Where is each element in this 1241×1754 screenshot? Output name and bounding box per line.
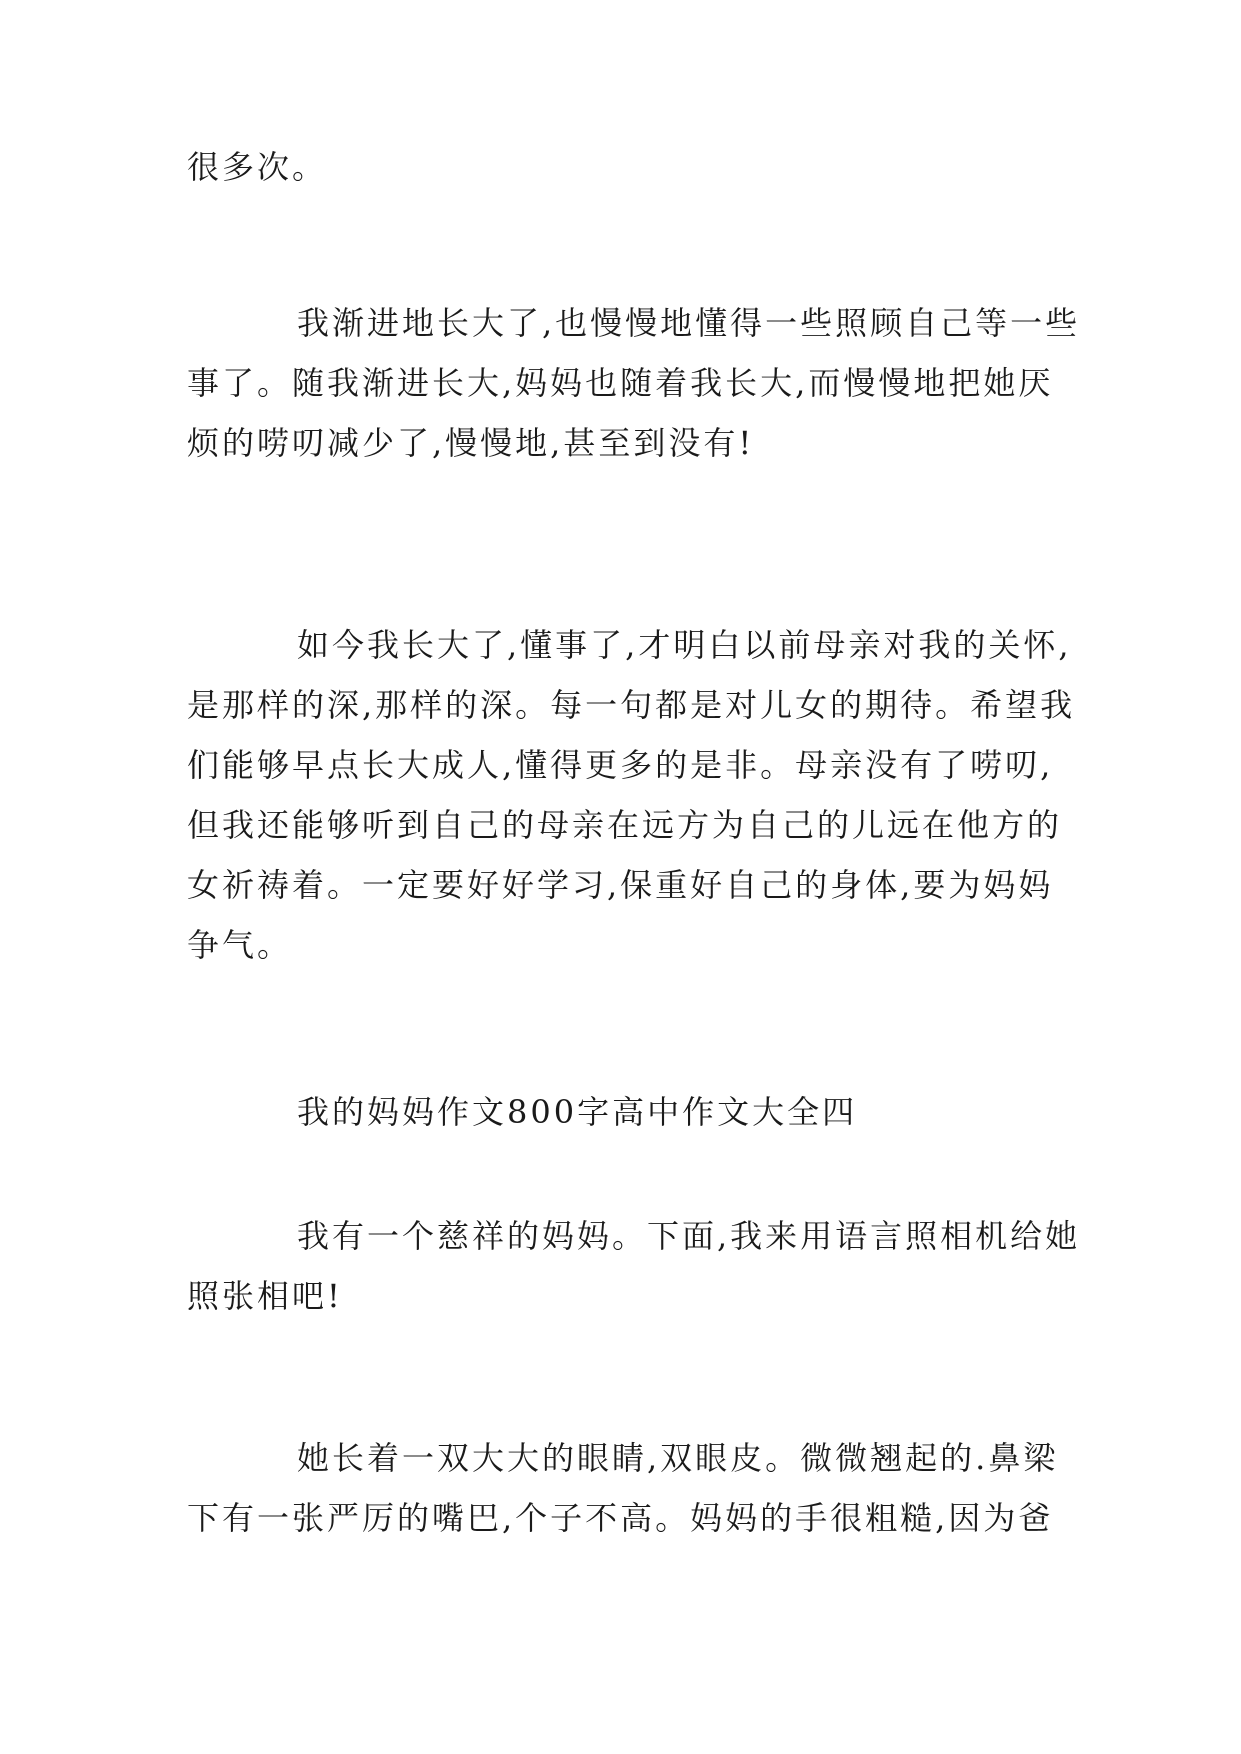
text-line: 照张相吧! [187, 1277, 343, 1315]
text-line: 她长着一双大大的眼睛,双眼皮。微微翘起的.鼻梁 [297, 1439, 1059, 1477]
paragraph-growing-up [187, 293, 1081, 473]
heading-text: 我的妈妈作文800字高中作文大全四 [297, 1093, 858, 1131]
paragraph-continuation [187, 137, 1057, 197]
text-line: 如今我长大了,懂事了,才明白以前母亲对我的关怀, [297, 626, 1072, 664]
text-line: 我有一个慈祥的妈妈。下面,我来用语言照相机给她 [297, 1217, 1081, 1255]
paragraph-understanding [187, 615, 1076, 975]
section-heading [187, 1082, 1057, 1142]
text-line: 是那样的深,那样的深。每一句都是对儿女的期待。希望我 [187, 686, 1076, 724]
text-line: 事了。随我渐进长大,妈妈也随着我长大,而慢慢地把她厌 [187, 364, 1054, 402]
text-line: 下有一张严厉的嘴巴,个子不高。妈妈的手很粗糙,因为爸 [187, 1499, 1054, 1537]
text-line: 女祈祷着。一定要好好学习,保重好自己的身体,要为妈妈 [187, 866, 1054, 904]
paragraph-intro [187, 1206, 1081, 1326]
text-line: 很多次。 [187, 148, 328, 186]
text-line: 烦的唠叨减少了,慢慢地,甚至到没有! [187, 424, 755, 462]
text-line: 们能够早点长大成人,懂得更多的是非。母亲没有了唠叨, [187, 746, 1054, 784]
text-line: 争气。 [187, 926, 293, 964]
text-line: 但我还能够听到自己的母亲在远方为自己的儿远在他方的 [187, 806, 1063, 844]
paragraph-description [187, 1428, 1057, 1548]
text-line: 我渐进地长大了,也慢慢地懂得一些照顾自己等一些 [297, 304, 1081, 342]
